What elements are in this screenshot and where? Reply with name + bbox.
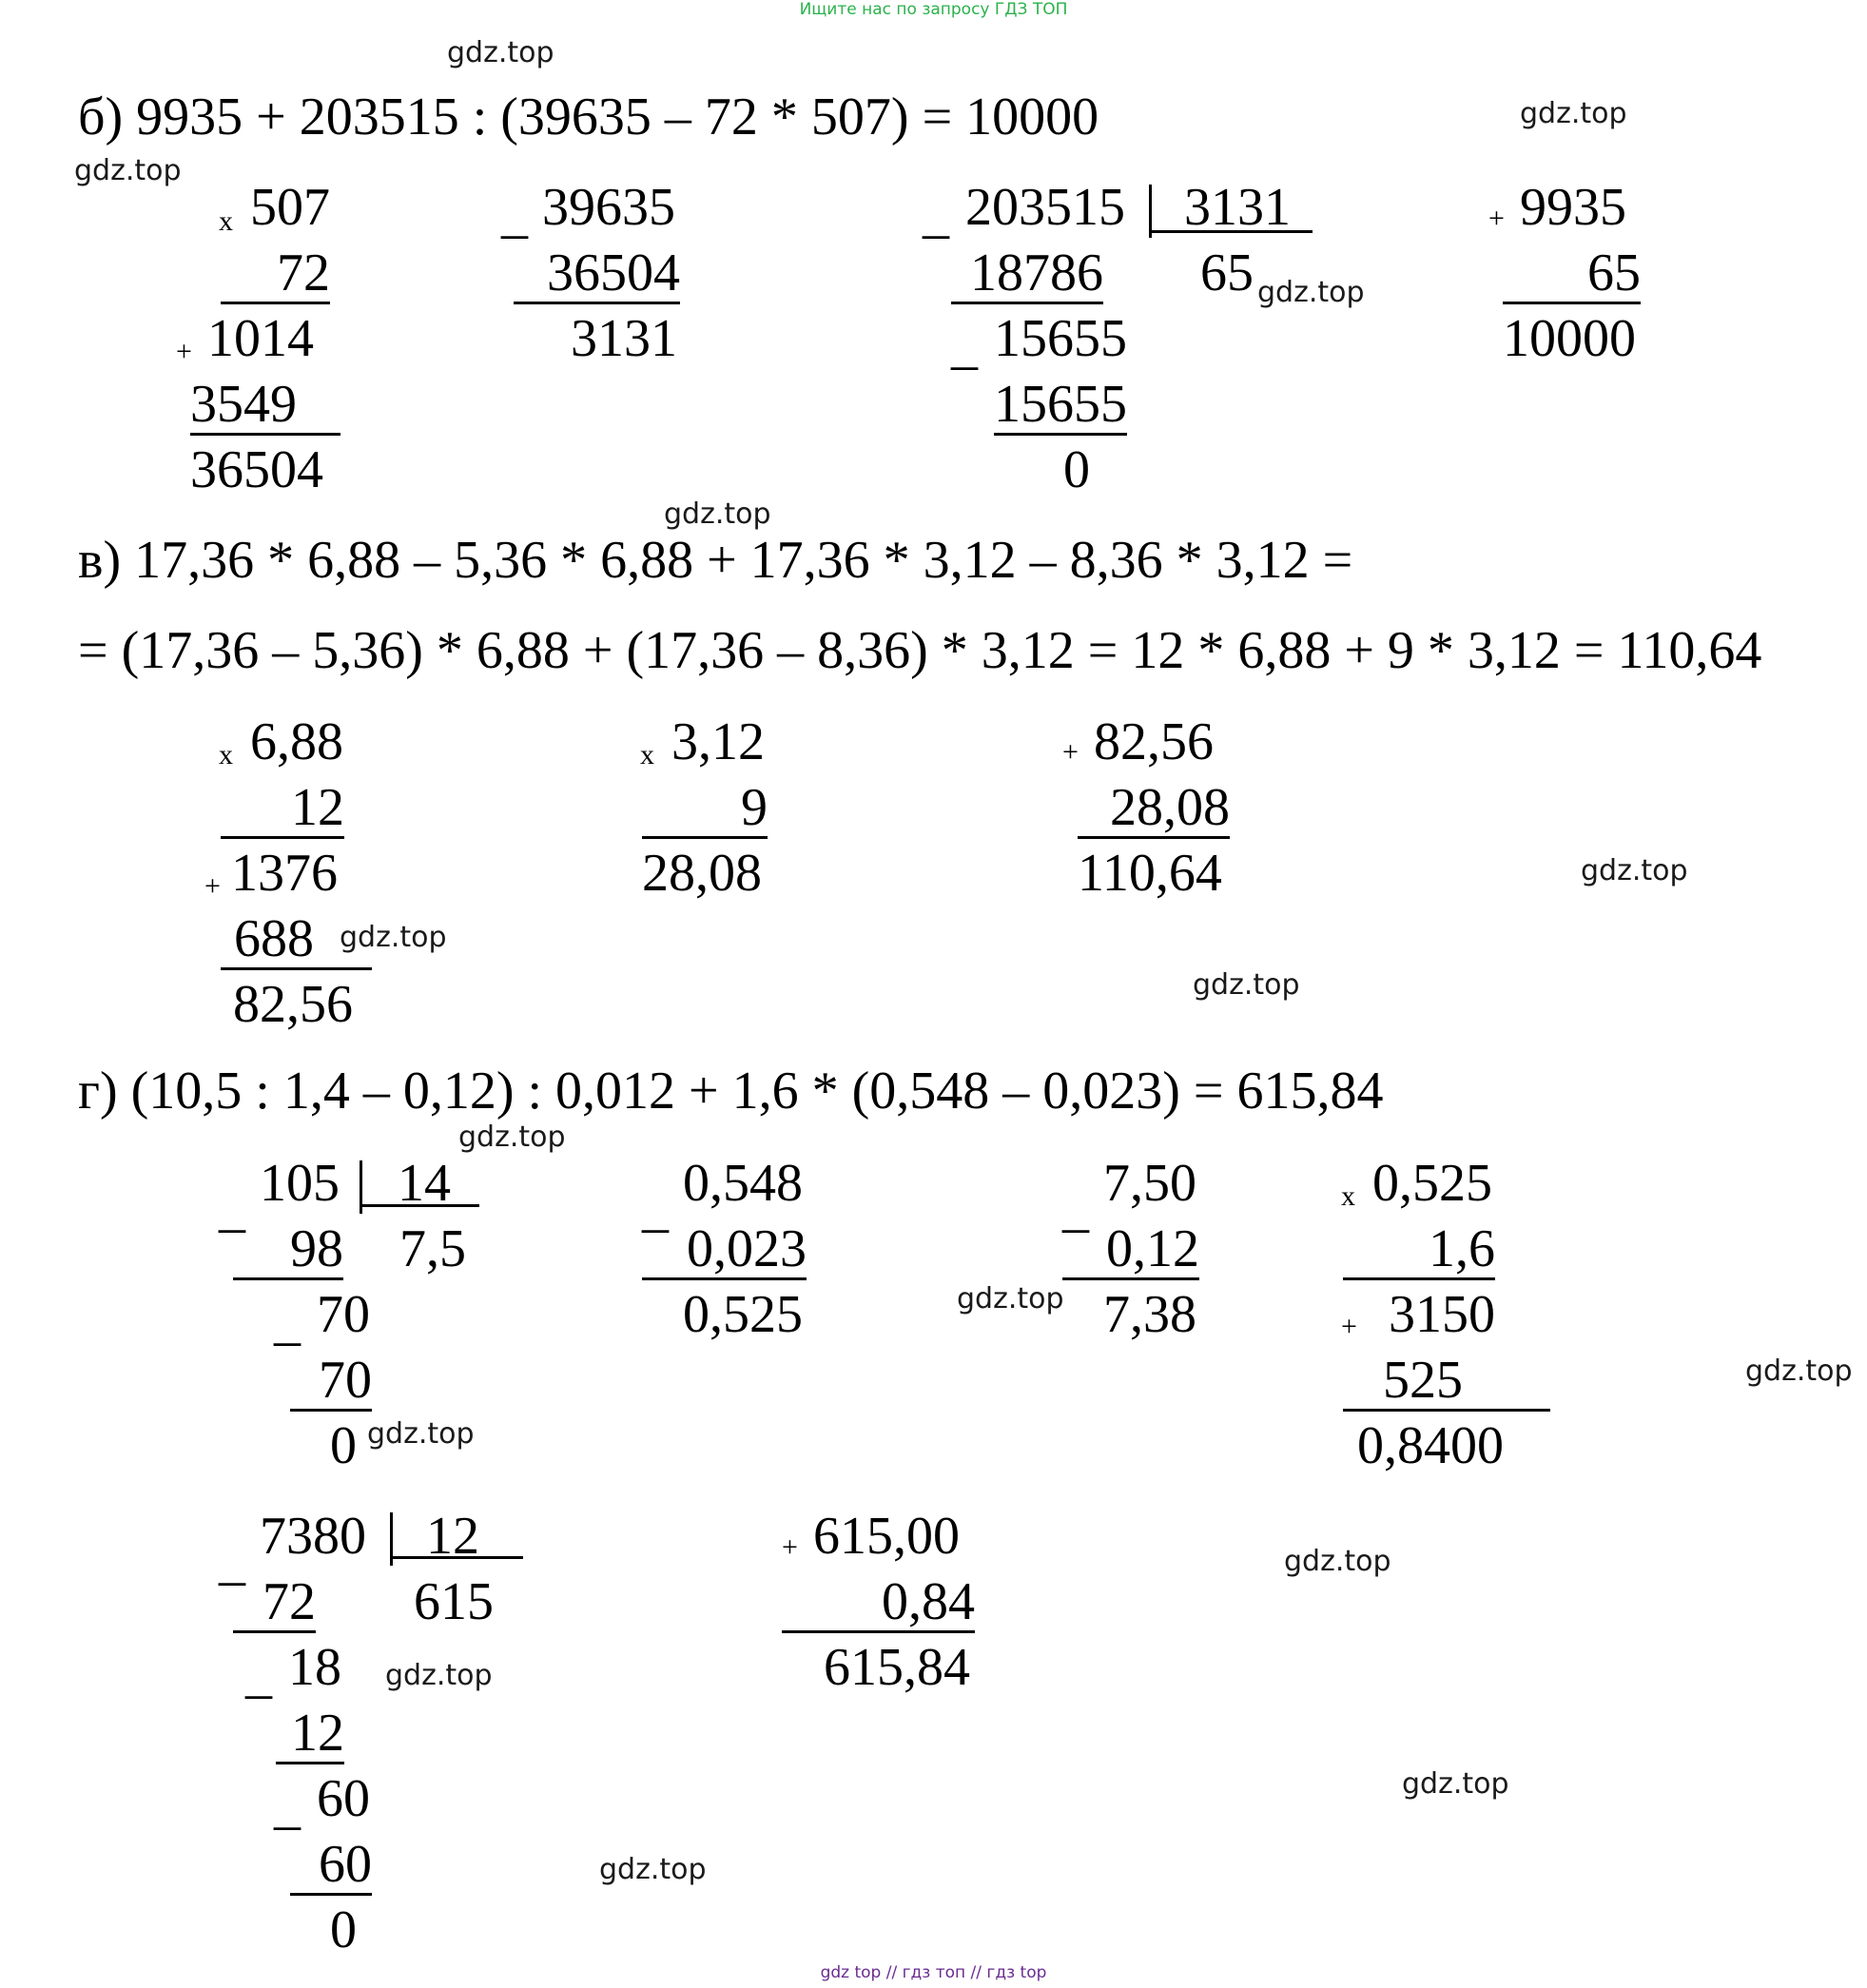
- div-g2-final-remainder: 0: [330, 1900, 357, 1959]
- mult-v1-sign: x: [219, 739, 233, 770]
- mult-v2-sign: x: [640, 739, 654, 770]
- watermark: gdz.top: [367, 1417, 475, 1451]
- footer-links[interactable]: gdz top // гдз топ // гдз top: [820, 1963, 1047, 1982]
- div-g1-sign: _: [219, 1179, 245, 1238]
- watermark: gdz.top: [1193, 968, 1300, 1002]
- sub-g2-sign: _: [1062, 1179, 1089, 1238]
- add-b-addend1: 9935: [1520, 178, 1626, 237]
- sub-g1-result: 0,525: [683, 1285, 803, 1344]
- watermark: gdz.top: [1581, 854, 1688, 887]
- mult-b-sign: x: [219, 205, 233, 237]
- equation-b: б) 9935 + 203515 : (39635 – 72 * 507) = 10000: [78, 88, 1099, 146]
- div-g1-remainder1: 70: [317, 1285, 370, 1344]
- equation-v-line1: в) 17,36 * 6,88 – 5,36 * 6,88 + 17,36 * 3,12 – 8,36 * 3,12 =: [78, 531, 1353, 590]
- div-b-divisor: 3131: [1184, 178, 1291, 237]
- div-g2-step2: 12: [276, 1706, 344, 1764]
- mult-g-result: 0,8400: [1357, 1416, 1504, 1475]
- div-b-final-remainder: 0: [1063, 440, 1090, 499]
- sub-b-minuend: 39635: [542, 178, 675, 237]
- div-g2-divisor: 12: [426, 1507, 479, 1566]
- mult-g-sign: x: [1341, 1180, 1355, 1212]
- add-g-addend2: 0,84: [782, 1575, 975, 1633]
- div-b-sign2: _: [951, 317, 978, 376]
- mult-v2-factor2: 9: [642, 781, 768, 839]
- add-g-addend1: 615,00: [813, 1507, 960, 1566]
- watermark: gdz.top: [385, 1659, 493, 1692]
- sub-b-sign: _: [501, 185, 528, 244]
- add-v-result: 110,64: [1078, 844, 1222, 903]
- sub-g1-minuend: 0,548: [683, 1154, 803, 1213]
- add-v-sign: +: [1062, 736, 1079, 768]
- watermark: gdz.top: [1402, 1767, 1509, 1801]
- add-g-result: 615,84: [824, 1638, 970, 1697]
- equation-v-line2: = (17,36 – 5,36) * 6,88 + (17,36 – 8,36) * 3,12 = 12 * 6,88 + 9 * 3,12 = 110,64: [78, 621, 1762, 680]
- add-b-result: 10000: [1503, 309, 1636, 368]
- watermark: gdz.top: [1520, 97, 1627, 130]
- mult-g-factor2: 1,6: [1343, 1222, 1495, 1280]
- div-g1-divisor: 14: [398, 1154, 451, 1213]
- div-g1-sign2: _: [274, 1293, 301, 1352]
- mult-g-factor1: 0,525: [1372, 1154, 1492, 1213]
- mult-b-factor1: 507: [250, 178, 330, 237]
- sub-g1-subtrahend: 0,023: [642, 1222, 807, 1280]
- div-g1-step2: 70: [290, 1354, 372, 1412]
- mult-v2-result: 28,08: [642, 844, 762, 903]
- div-b-step2: 15655: [994, 375, 1127, 434]
- sub-g1-sign: _: [642, 1179, 669, 1238]
- sub-g2-subtrahend: 0,12: [1062, 1222, 1199, 1280]
- div-g2-quotient: 615: [414, 1572, 494, 1631]
- mult-v1-result: 82,56: [233, 975, 353, 1034]
- add-v-addend2: 28,08: [1078, 781, 1230, 839]
- div-b-quotient: 65: [1200, 244, 1254, 302]
- div-g2-step1: 72: [233, 1575, 316, 1633]
- watermark: gdz.top: [1284, 1545, 1391, 1578]
- add-b-addend2: 65: [1503, 246, 1641, 304]
- mult-v1-partial2: 688: [221, 912, 372, 970]
- div-g2-sign3: _: [274, 1777, 301, 1836]
- div-g1-dividend: 105: [260, 1154, 340, 1213]
- add-b-sign: +: [1488, 203, 1505, 234]
- add-v-addend1: 82,56: [1094, 712, 1214, 771]
- mult-g-plus: +: [1341, 1311, 1357, 1342]
- div-g2-dividend: 7380: [260, 1507, 366, 1566]
- div-b-step1: 18786: [951, 246, 1103, 304]
- div-g2-remainder1: 18: [288, 1638, 341, 1697]
- div-g2-sign2: _: [245, 1646, 272, 1705]
- mult-v1-factor1: 6,88: [250, 712, 343, 771]
- mult-b-partial1: 1014: [207, 309, 314, 368]
- watermark: gdz.top: [340, 921, 447, 954]
- mult-b-factor2: 72: [221, 246, 330, 304]
- watermark: gdz.top: [74, 154, 182, 187]
- sub-g2-result: 7,38: [1103, 1285, 1196, 1344]
- watermark: gdz.top: [447, 36, 554, 69]
- mult-v2-factor1: 3,12: [671, 712, 765, 771]
- mult-g-partial1: 3150: [1389, 1285, 1495, 1344]
- equation-g: г) (10,5 : 1,4 – 0,12) : 0,012 + 1,6 * (0,548 – 0,023) = 615,84: [78, 1062, 1384, 1121]
- div-b-dividend: 203515: [965, 178, 1125, 237]
- mult-v1-plus: +: [204, 870, 221, 902]
- mult-b-partial2: 3549: [190, 378, 340, 436]
- div-b-sign: _: [923, 185, 949, 244]
- mult-v1-factor2: 12: [221, 781, 344, 839]
- watermark: gdz.top: [1257, 276, 1365, 309]
- div-g2-step3: 60: [290, 1838, 372, 1896]
- mult-v1-partial1: 1376: [231, 844, 338, 903]
- search-hint[interactable]: Ищите нас по запросу ГДЗ ТОП: [799, 0, 1068, 19]
- watermark: gdz.top: [957, 1282, 1064, 1316]
- watermark: gdz.top: [1745, 1355, 1853, 1388]
- div-g2-remainder2: 60: [317, 1769, 370, 1828]
- watermark: gdz.top: [458, 1121, 566, 1154]
- mult-b-result: 36504: [190, 440, 323, 499]
- div-b-remainder1: 15655: [994, 309, 1127, 368]
- div-g2-sign: _: [219, 1532, 245, 1591]
- watermark: gdz.top: [664, 497, 771, 531]
- div-g1-quotient: 7,5: [399, 1219, 466, 1278]
- mult-b-plus: +: [176, 336, 192, 367]
- sub-g2-minuend: 7,50: [1103, 1154, 1196, 1213]
- div-g1-final-remainder: 0: [330, 1416, 357, 1475]
- add-g-sign: +: [782, 1531, 798, 1563]
- watermark: gdz.top: [599, 1853, 707, 1886]
- sub-b-subtrahend: 36504: [514, 246, 680, 304]
- div-g1-step1: 98: [233, 1222, 343, 1280]
- sub-b-result: 3131: [571, 309, 677, 368]
- mult-g-partial2: 525: [1343, 1354, 1550, 1412]
